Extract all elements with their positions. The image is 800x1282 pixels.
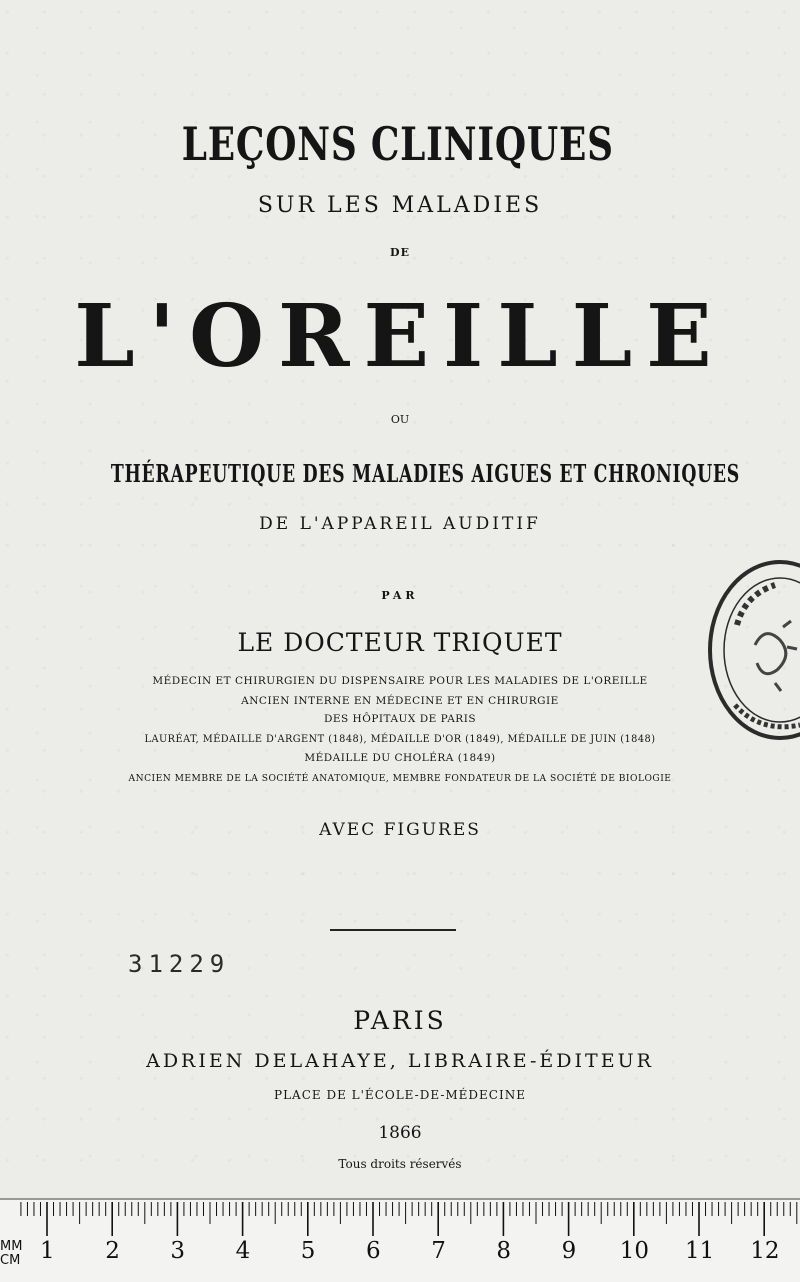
ruler-number: 1 — [40, 1238, 55, 1264]
author-name: LE DOCTEUR TRIQUET — [237, 628, 563, 657]
ruler-number: 4 — [235, 1238, 251, 1264]
title-line-de: DE — [390, 246, 410, 259]
credential-line: DES HÔPITAUX DE PARIS — [323, 713, 477, 725]
title-line-ou: OU — [390, 413, 410, 426]
ruler-number: 2 — [105, 1238, 120, 1264]
credential-line: MÉDAILLE DU CHOLÉRA (1849) — [304, 752, 496, 764]
rights-notice: Tous droits réservés — [338, 1157, 462, 1171]
by-label: PAR — [381, 589, 419, 602]
ruler-unit-cm: CM — [0, 1253, 21, 1268]
publication-year: 1866 — [378, 1123, 422, 1143]
publisher: ADRIEN DELAHAYE, LIBRAIRE-ÉDITEUR — [146, 1050, 654, 1072]
library-stamp-icon — [705, 555, 800, 745]
ruler-unit-mm: MM — [0, 1239, 23, 1254]
ruler-number: 6 — [366, 1238, 381, 1264]
title-line-sur-les-maladies: SUR LES MALADIES — [257, 193, 543, 218]
publisher-address: PLACE DE L'ÉCOLE-DE-MÉDECINE — [274, 1088, 526, 1102]
ruler-number: 5 — [300, 1238, 316, 1264]
credential-line: LAURÉAT, MÉDAILLE D'ARGENT (1848), MÉDAILLE D'OR (1849), MÉDAILLE DE JUIN (1848) — [144, 733, 656, 745]
city: PARIS — [353, 1006, 447, 1035]
title-line-lecons: LEÇONS CLINIQUES — [181, 117, 614, 171]
measurement-ruler — [0, 1198, 800, 1282]
divider-rule — [330, 929, 456, 931]
credential-line: ANCIEN INTERNE EN MÉDECINE ET EN CHIRURGIE — [241, 695, 559, 707]
ruler-number: 7 — [431, 1238, 446, 1264]
ruler-number: 11 — [685, 1238, 715, 1264]
credential-line: ANCIEN MEMBRE DE LA SOCIÉTÉ ANATOMIQUE, MEMBRE FONDATEUR DE LA SOCIÉTÉ DE BIOLOGIE — [128, 773, 672, 784]
subtitle-line-2: DE L'APPAREIL AUDITIF — [259, 514, 541, 534]
subtitle: THÉRAPEUTIQUE DES MALADIES AIGUES ET CHRONIQUES — [110, 459, 740, 488]
ruler-number: 3 — [170, 1238, 186, 1264]
ruler-number: 10 — [619, 1238, 650, 1264]
main-title: L'OREILLE — [74, 286, 726, 387]
call-number: 31229 — [128, 950, 231, 978]
credential-line: MÉDECIN ET CHIRURGIEN DU DISPENSAIRE POUR LES MALADIES DE L'OREILLE — [152, 675, 648, 687]
ruler-number: 12 — [750, 1238, 780, 1264]
avec-figures: AVEC FIGURES — [319, 820, 481, 840]
ruler-number: 9 — [561, 1238, 577, 1264]
ruler-number: 8 — [496, 1238, 512, 1264]
ruler-ticks — [0, 1200, 800, 1282]
